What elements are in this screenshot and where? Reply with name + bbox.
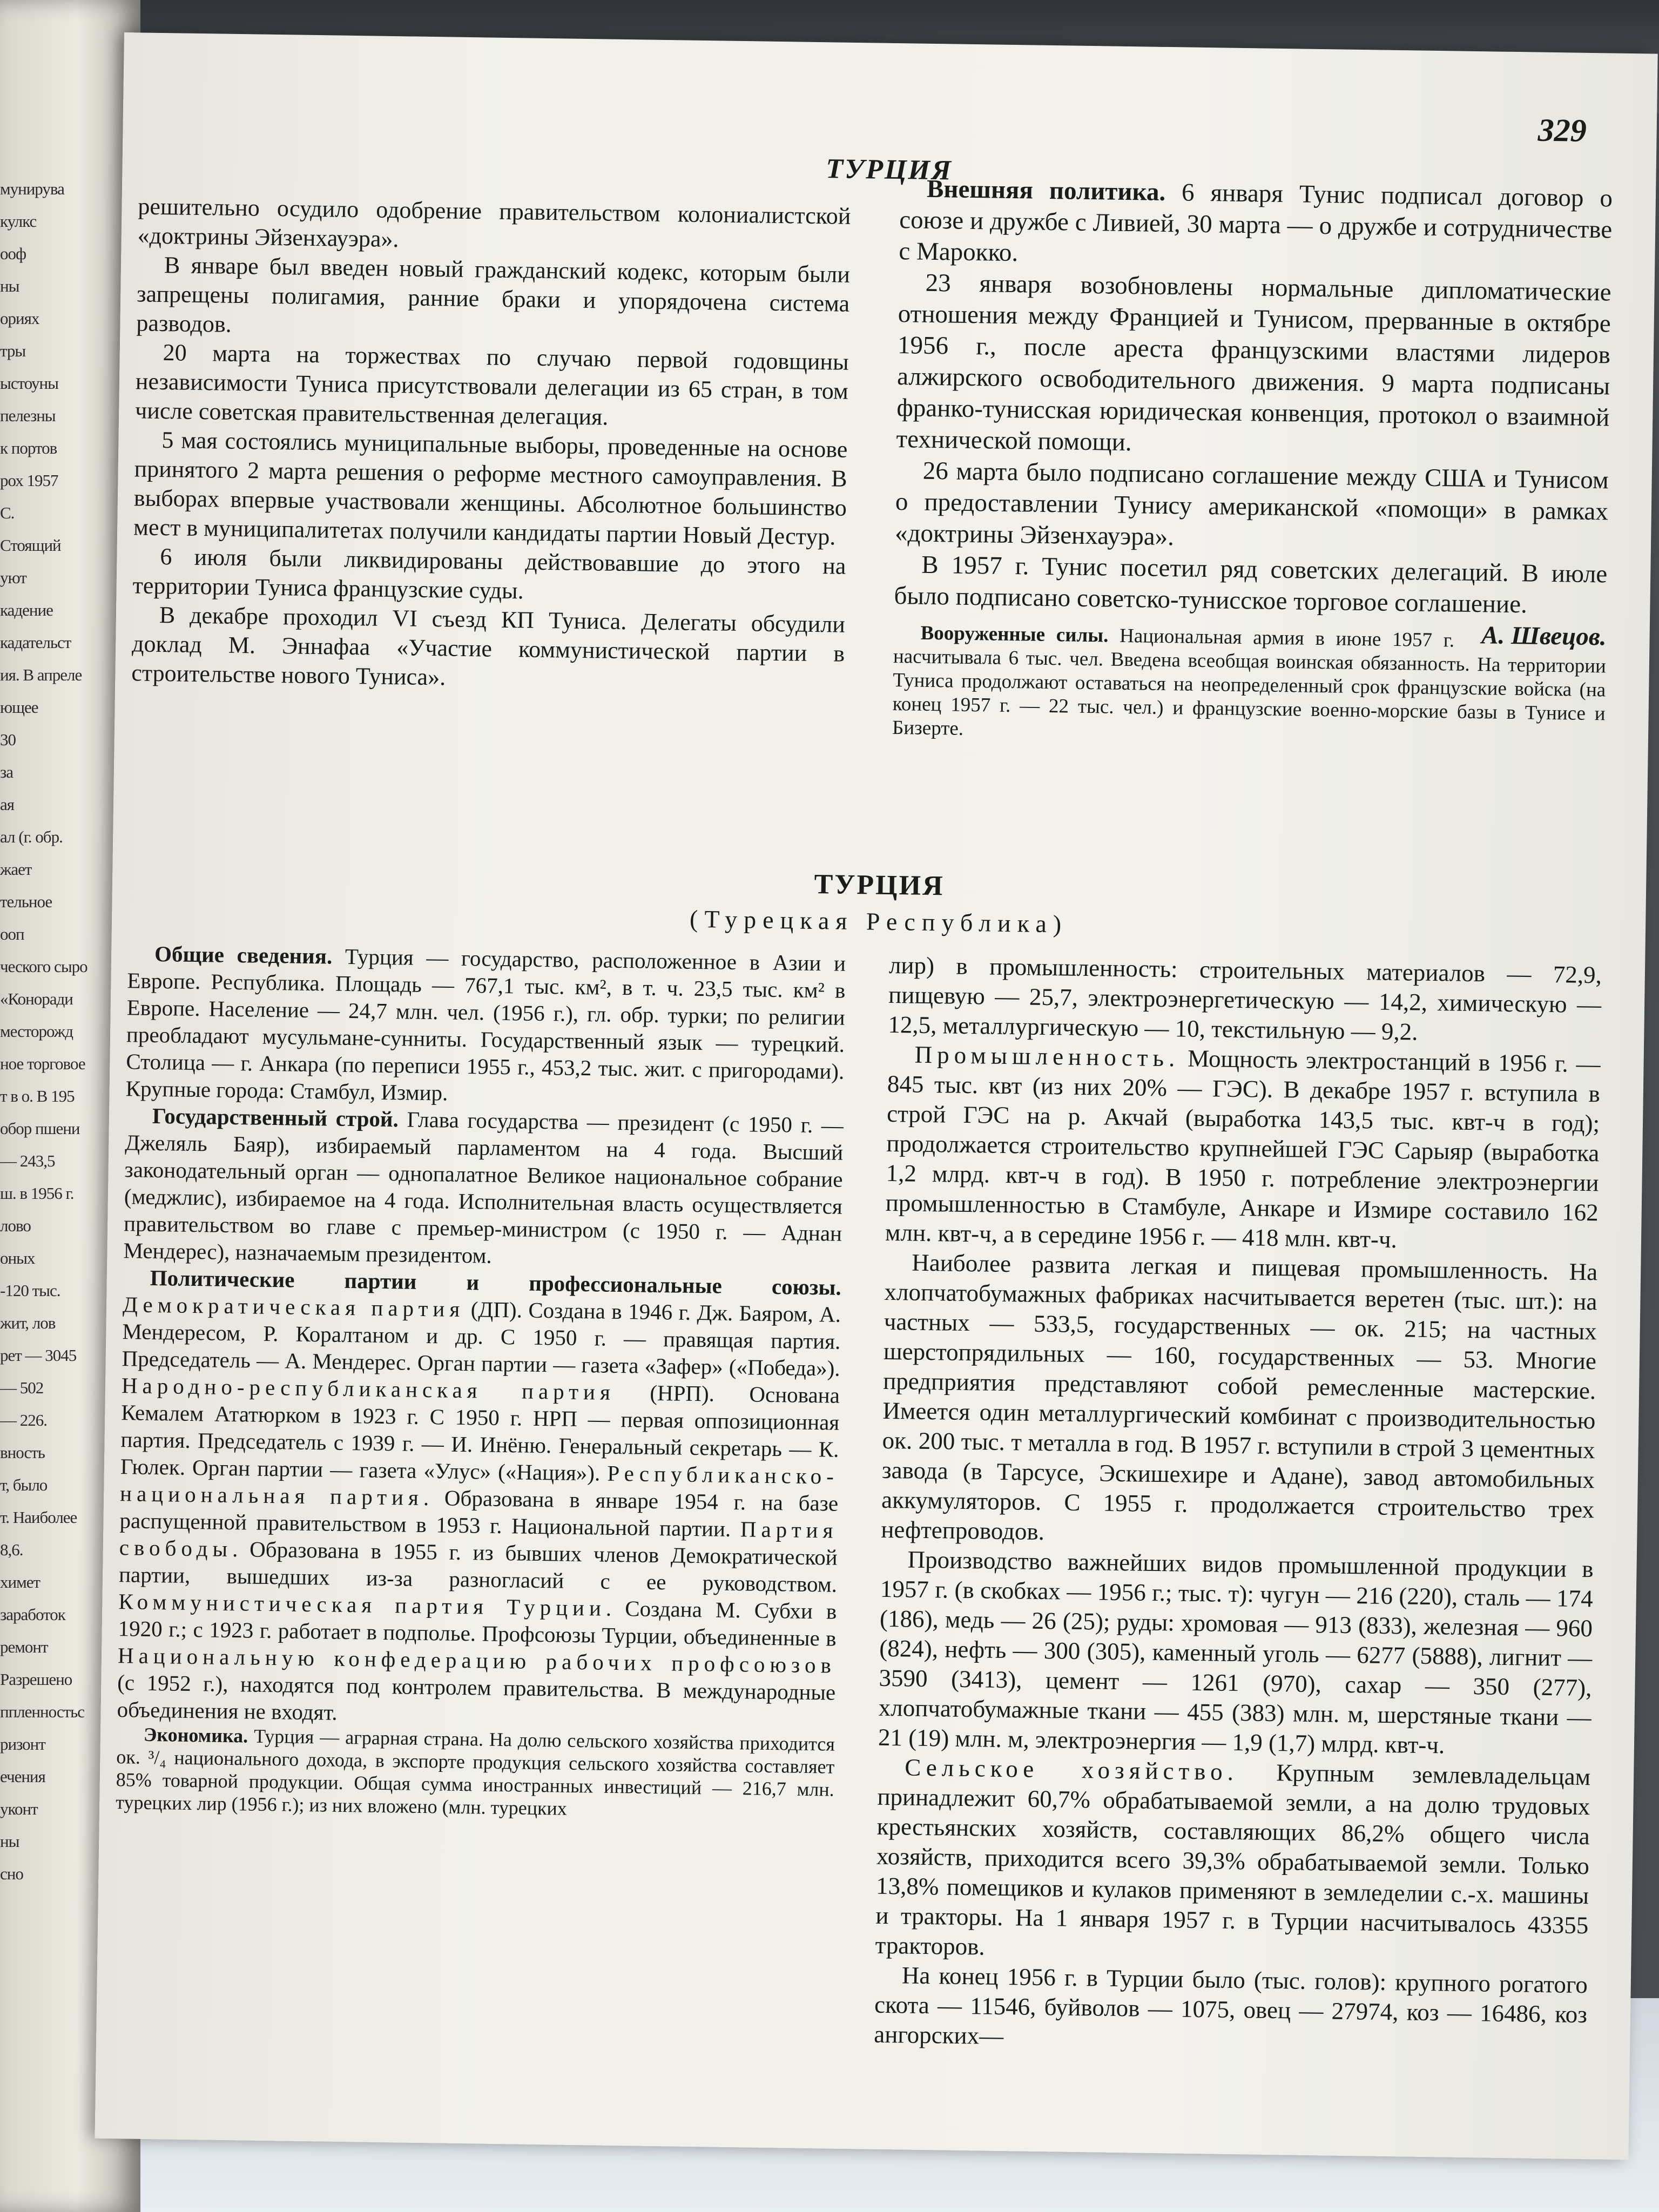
paragraph-text: . Образована в 1955 г. из бывших членов Демократической партии, вышедших из-за разногласий с ее руководством.: [118, 1536, 838, 1597]
left-page-text-fragment: ая: [0, 795, 15, 814]
paragraph: [117, 1264, 841, 1732]
party-name: Партия свободы: [119, 1516, 838, 1562]
tunisia-right-column: [892, 173, 1613, 750]
left-page-text-fragment: химет: [0, 1573, 41, 1591]
left-page-text-fragment: сно: [0, 1864, 23, 1883]
left-page-text-fragment: т. Наиболее: [0, 1508, 77, 1527]
left-page-text-fragment: кадение: [0, 601, 53, 619]
party-name: Народно-республиканская партия: [121, 1373, 616, 1405]
paragraph-text: Турция — аграрная страна. На долю сельского хозяйства приходится ок. ³/₄ национального дохода, в экспорте продукция сельского хозяйства составляет 85% товарной продукции. Общая сумма иностранных инвестиций — 216,7 млн. турецких лир (1956 г.); из них вложено (млн. турецких: [115, 1725, 835, 1819]
party-name: Республиканско-национальная партия: [119, 1460, 839, 1510]
section-heading: Государственный строй.: [152, 1103, 399, 1132]
left-page-text-fragment: кадательст: [0, 633, 71, 652]
left-page-text-fragment: кулкс: [0, 212, 37, 231]
paragraph-text: . Создана М. Субхи в 1920 г.; с 1923 г. работает в подполье. Профсоюзы Турции, объединенные в: [118, 1595, 837, 1651]
paragraph: лир) в промышленность: строительных материалов — 72,9, пищевую — 25,7, электроэнергетическую — 14,2, химическую — 12,5, металлургическую — 10, текстильную — 9,2.: [888, 951, 1602, 1046]
section-heading: Внешняя политика.: [926, 174, 1166, 206]
left-page-text-fragment: ны: [0, 276, 19, 295]
left-page-text-fragment: «Коноради: [0, 989, 73, 1008]
left-page-text-fragment: уконт: [0, 1799, 38, 1818]
left-page-text-fragment: ризонт: [0, 1735, 45, 1754]
left-page-text-fragment: мунирува: [0, 179, 64, 198]
paragraph-text: 6 января Тунис подписал договор о союзе и дружбе с Ливией, 30 марта — о дружбе и сотрудничестве с Марокко.: [899, 178, 1613, 267]
left-page-text-fragment: заработок: [0, 1605, 65, 1624]
left-page-text-fragment: т в о. В 195: [0, 1087, 75, 1105]
paragraph: [885, 1040, 1601, 1257]
paragraph-text: Глава государства — президент (с 1950 г. — Джеляль Баяр), избираемый парламентом на 4 года. Высший законодательный орган — однопалатное Великое национальное собрание (меджлис), избираемое на 4 года. Исполнительная власть осуществляется правительством во главе с премьер-министром (с 1950 г. — Аднан Мендерес), назначаемым президентом.: [123, 1107, 844, 1268]
left-page-text-fragment: ооф: [0, 244, 26, 263]
left-page-text-fragment: к портов: [0, 439, 57, 457]
paragraph: [875, 1752, 1590, 1970]
paragraph: Наиболее развита легкая и пищевая промышленность. На хлопчатобумажных фабриках насчитывается веретен (тыс. шт.): на частных — 533,5, государственных — ок. 215; на частных шерстопрядильных — 160, государственных — 53. Многие предприятия представляют собой ремесленные мастерские. Имеется один металлургический комбинат с производительностью ок. 200 тыс. т металла в год. В 1957 г. вступили в строй 3 цементных завода (в Тарсусе, Эскишехире и Адане), завод автомобильных аккумуляторов. С 1955 г. продолжается строительство трех нефтепроводов.: [881, 1249, 1598, 1546]
paragraph: решительно осудило одобрение правительством колониалистской «доктрины Эйзенхауэра».: [137, 193, 851, 253]
turkey-right-column: [874, 950, 1602, 2059]
paragraph-text: . Образована в январе 1954 г. на базе распущенной правительством в 1953 г. Национальной партии.: [119, 1485, 839, 1541]
paragraph: 26 марта было подписано соглашение между США и Тунисом о предоставлении Тунису американской «помощи» в рамках «доктрины Эйзенхауэра».: [894, 456, 1609, 551]
left-page-text-fragment: ческого сыро: [0, 957, 87, 976]
section-heading: Сельское хозяйство.: [904, 1754, 1239, 1786]
left-page-text-fragment: ное торговое: [0, 1054, 85, 1073]
left-page-text-fragment: — 226.: [0, 1411, 47, 1429]
section-heading: Промышленность.: [914, 1041, 1180, 1072]
left-page-text-fragment: С.: [0, 503, 15, 522]
section-heading: Экономика.: [143, 1723, 248, 1747]
section-heading: Вооруженные силы.: [920, 622, 1109, 647]
author-signature: А. Швецов.: [1481, 621, 1607, 651]
left-page-text-fragment: месторожд: [0, 1022, 73, 1041]
left-page-text-fragment: ны: [0, 1832, 19, 1851]
left-page-text-fragment: оных: [0, 1249, 35, 1267]
left-page-text-fragment: ооп: [0, 925, 24, 943]
left-page-text-fragment: рох 1957: [0, 471, 58, 490]
left-page-text-fragment: тры: [0, 341, 26, 360]
left-page-text-fragment: рет — 3045: [0, 1346, 77, 1365]
paragraph: [899, 173, 1613, 276]
left-page-text-fragment: — 243,5: [0, 1151, 55, 1170]
left-page-text-fragment: тельное: [0, 892, 52, 911]
paragraph-text: В 1957 г. Тунис посетил ряд советских делегаций. В июле было подписано советско-тунисское торговое соглашение.: [894, 550, 1608, 619]
left-page-text-fragment: ыстоуны: [0, 374, 58, 393]
paragraph: 23 января возобновлены нормальные дипломатические отношения между Францией и Тунисом, прерванные в октябре 1956 г., после ареста французскими властями лидеров алжирского освободительного движения. 9 марта подписаны франко-тунисская юридическая конвенция, протокол о взаимной технической помощи.: [896, 268, 1611, 457]
paragraph-text: (ДП). Создана в 1946 г. Дж. Баяром, А. Мендересом, Р. Коралтаном и др. С 1950 г. — правящая партия. Председатель — А. Мендерес. Орган партии — газета «Зафер» («Победа»).: [122, 1297, 841, 1381]
left-page-text-fragment: ечения: [0, 1767, 45, 1786]
paragraph-text: Крупным землевладельцам принадлежит 60,7% обрабатываемой земли, а на долю трудовых крестьянских хозяйств, составляющих 86,2% общего числа хозяйств, приходится всего 39,3% обрабатываемой земли. Только 13,8% помещиков и кулаков применяют в земледелии с.-х. машины и тракторы. На 1 января 1957 г. в Турции насчитывалось 43355 тракторов.: [875, 1758, 1591, 1960]
left-page-text-fragment: ремонт: [0, 1637, 48, 1656]
left-page-text-fragment: уют: [0, 568, 26, 587]
paragraph: В январе был введен новый гражданский кодекс, которым были запрещены полигамия, ранние браки и упорядочена система разводов.: [136, 252, 851, 338]
left-page-text-fragment: Разрешено: [0, 1670, 72, 1689]
paragraph-text: (НРП). Основана Кемалем Ататюрком в 1923 г. С 1950 г. НРП — первая оппозиционная партия. Председатель с 1939 г. — И. Инёню. Генеральный секретарь — К. Гюлек. Орган партии — газета «Улус» («Нация»).: [120, 1379, 840, 1486]
left-page-text-fragment: Стоящий: [0, 536, 61, 555]
paragraph: На конец 1956 г. в Турции было (тыс. голов): крупного рогатого скота — 11546, буйволов — 1075, овец — 27974, коз — 16486, коз ангорских—: [874, 1961, 1588, 2050]
paragraph: 5 мая состоялись муниципальные выборы, проведенные на основе принятого 2 марта решения о реформе местного самоуправления. В выборах впервые участвовали женщины. Абсолютное большинство мест в муниципалитетах получили кандидаты партии Новый Дестур.: [133, 427, 848, 550]
section-heading: Общие сведения.: [154, 941, 333, 969]
left-page-text-fragment: лово: [0, 1216, 31, 1235]
union-name: Национальную конфедерацию рабочих профсоюзов: [117, 1643, 837, 1678]
party-name: Демократическая партия: [122, 1292, 465, 1322]
left-page-text-fragment: ш. в 1956 г.: [0, 1184, 74, 1203]
left-page-text-fragment: жит, лов: [0, 1313, 56, 1332]
left-page-text-fragment: т, было: [0, 1475, 48, 1494]
paragraph-text: Турция — государство, расположенное в Азии и Европе. Республика. Площадь — 767,1 тыс. км², в т. ч. 23,5 тыс. км² в Европе. Население — 24,7 млн. чел. (1956 г.), гл. обр. турки; по религии преобладают мусульмане-сунниты. Государственный язык — турецкий. Столица — г. Анкара (по переписи 1955 г., 453,2 тыс. жит. с пригородами). Крупные города: Стамбул, Измир.: [125, 943, 846, 1105]
left-page-text-fragment: -120 тыс.: [0, 1281, 60, 1300]
left-page-text-fragment: — 502: [0, 1378, 44, 1397]
tunisia-left-column: [131, 192, 851, 697]
paragraph-text: (с 1952 г.), находятся под контролем правительства. В международные объединения не входят.: [117, 1670, 836, 1725]
left-page-text-fragment: ориях: [0, 309, 39, 328]
turkey-left-column: [116, 940, 846, 1823]
book-page: [95, 32, 1658, 2160]
left-page-text-fragment: за: [0, 763, 14, 781]
article-subtitle: (Турецкая Республика): [689, 905, 1068, 938]
paragraph: [116, 1723, 835, 1824]
article-title: ТУРЦИЯ: [814, 868, 945, 902]
paragraph: Производство важнейших видов промышленной продукции в 1957 г. (в скобках — 1956 г.; тыс. т): чугун — 216 (220), сталь — 174 (186), медь — 26 (25); руды: хромовая — 913 (833), железная — 960 (824), нефть — 300 (305), каменный уголь — 6277 (5888), лигнит — 3590 (3413), цемент — 1261 (970), сахар — 350 (277), хлопчатобумажные ткани — 455 (383) млн. м, шерстяные ткани — 21 (19) млн. м, электроэнергия — 1,9 (1,7) млрд. квт-ч.: [878, 1546, 1594, 1759]
paragraph: В декабре проходил VI съезд КП Туниса. Делегаты обсудили доклад М. Эннафаа «Участие коммунистической партии в строительстве нового Туниса».: [131, 602, 846, 691]
running-head: ТУРЦИЯ: [825, 153, 953, 186]
left-page-text-fragment: ющее: [0, 698, 38, 717]
paragraph: 6 июля были ликвидированы действовавшие до этого на территории Туниса французские суды.: [132, 543, 846, 604]
paragraph: [125, 940, 846, 1112]
left-page-text-fragment: 8,6.: [0, 1540, 23, 1559]
left-page-text-fragment: ал (г. обр.: [0, 827, 63, 846]
paragraph-text: Национальная армия в июне 1957 г. насчитывала 6 тыс. чел. Введена всеобщая воинская обязанность. На территории Туниса продолжают оставаться на неопределенный срок французские войска (на конец 1957 г. — 22 тыс. чел.) и французские военно-морские базы в Тунисе и Бизерте.: [892, 624, 1607, 740]
left-page-text-fragment: обор пшени: [0, 1119, 80, 1138]
left-page-text-fragment: 30: [0, 730, 16, 749]
left-page-text-fragment: пелезны: [0, 406, 56, 425]
left-page-text-fragment: вность: [0, 1443, 45, 1462]
section-heading: Политические партии и профессиональные союзы.: [150, 1265, 842, 1300]
paragraph: 20 марта на торжествах по случаю первой годовщины независимости Туниса присутствовали делегации из 65 стран, в том числе советская правительственная делегация.: [134, 339, 849, 430]
left-page-text-fragment: жает: [0, 860, 32, 879]
left-page-text-fragment: ппленностьс: [0, 1702, 85, 1721]
party-name: Коммунистическая партия Турции: [118, 1589, 606, 1621]
page-number: 329: [1537, 112, 1587, 149]
paragraph-text: Мощность электростанций в 1956 г. — 845 тыс. квт (из них 20% — ГЭС). В декабре 1957 г. вступила в строй ГЭС на р. Акчай (выработка 143,5 тыс. квт-ч в год); продолжается строительство крупнейшей ГЭС Сарыяр (выработка 1,2 млрд. квт-ч в год). В 1950 г. потребление электроэнергии промышленностью в Стамбуле, Анкаре и Измире составило 162 млн. квт-ч, а в середине 1956 г. — 418 млн. квт-ч.: [885, 1044, 1601, 1253]
paragraph: [123, 1102, 844, 1274]
left-page-text-fragment: ия. В апреле: [0, 665, 82, 684]
